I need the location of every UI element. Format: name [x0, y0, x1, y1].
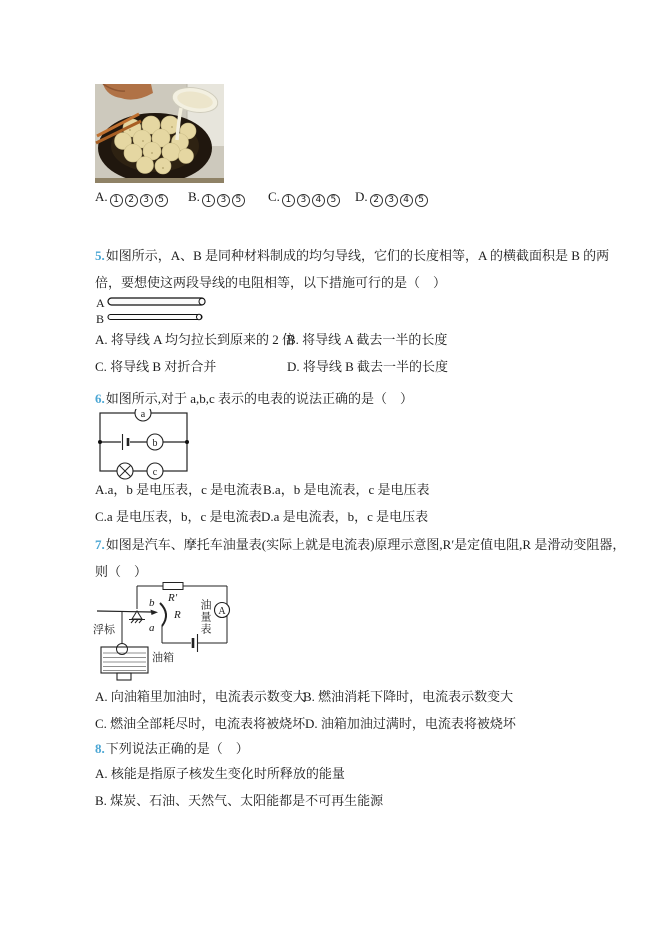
- q8-text-content: 下列说法正确的是（ ）: [105, 741, 249, 756]
- q7-text-line2: [95, 564, 147, 580]
- q6-number: 6.: [95, 391, 105, 406]
- q5-text-line2: [95, 275, 446, 291]
- circled-digit: 5: [155, 194, 168, 207]
- pivot-fulcrum: [129, 611, 145, 623]
- q8-option-b: [95, 793, 383, 809]
- q6-option-d-text: D.a 是电流表，b，c 是电压表: [261, 509, 429, 524]
- circuit-wires: [100, 413, 187, 471]
- circled-digit: 3: [385, 194, 398, 207]
- q4-option-d-label: D.: [355, 189, 368, 204]
- fixed-resistor-icon: [163, 583, 183, 590]
- q4-option-a: [95, 189, 169, 205]
- q4-option-d: [355, 189, 429, 205]
- q5-option-b-text: B. 将导线 A 截去一半的长度: [287, 332, 448, 347]
- q6-option-a: [95, 482, 262, 498]
- rheostat-arc: [160, 603, 166, 626]
- q7-line1-text: 如图是汽车、摩托车油量表(实际上就是电流表)原理示意图,R′是定值电阻,R 是滑动变阻器，: [105, 537, 626, 552]
- q5-wire-figure: [95, 294, 215, 328]
- q5-option-a-text: A. 将导线 A 均匀拉长到原来的 2 倍: [95, 332, 296, 347]
- ammeter-letter: A: [218, 606, 226, 617]
- q5-text-line1: [95, 248, 609, 264]
- q6-option-b: [263, 482, 429, 498]
- contact-b-label: b: [149, 597, 155, 609]
- float-label: 浮标: [93, 624, 115, 636]
- q6-option-a-text: A.a，b 是电压表，c 是电流表: [95, 482, 263, 497]
- battery-icon: [193, 634, 198, 652]
- tank-pedestal: [117, 673, 131, 680]
- meter-a-letter: a: [140, 409, 146, 420]
- circled-digit: 3: [297, 194, 310, 207]
- q5-option-c: [95, 359, 216, 375]
- circled-digit: 5: [327, 194, 340, 207]
- q8-option-b-text: B. 煤炭、石油、天然气、太阳能都是不可再生能源: [95, 793, 384, 808]
- circled-digit: 3: [217, 194, 230, 207]
- q7-option-c: [95, 716, 305, 732]
- contact-a-label: a: [149, 622, 155, 634]
- circled-digit: 1: [110, 194, 123, 207]
- lamp-icon: [117, 463, 133, 479]
- q6-option-c: [95, 509, 261, 525]
- q4-option-c-label: C.: [268, 189, 280, 204]
- q7-option-b: [303, 689, 513, 705]
- tank-label: 油箱: [152, 652, 174, 664]
- q6-option-d: [261, 509, 428, 525]
- junction-dot-right: [185, 440, 189, 444]
- q7-number: 7.: [95, 537, 105, 552]
- q5-option-d-text: D. 将导线 B 截去一半的长度: [287, 359, 449, 374]
- q7-option-a-text: A. 向油箱里加油时，电流表示数变大: [95, 689, 306, 704]
- q7-option-d-text: D. 油箱加油过满时，电流表将被烧坏: [305, 716, 516, 731]
- q6-text: [95, 391, 413, 407]
- circled-digit: 2: [370, 194, 383, 207]
- circled-digit: 4: [400, 194, 413, 207]
- q8-text: [95, 741, 249, 757]
- q5-number: 5.: [95, 248, 105, 263]
- gauge-circuit-wires: [137, 586, 227, 643]
- q4-option-b-label: B.: [188, 189, 200, 204]
- circled-digit: 2: [125, 194, 138, 207]
- q8-number: 8.: [95, 741, 105, 756]
- photo-bottom-strip: [95, 178, 224, 183]
- q6-option-b-text: B.a，b 是电流表，c 是电压表: [263, 482, 430, 497]
- q4-photo-cooking-pan: [95, 84, 224, 183]
- circled-digit: 5: [415, 194, 428, 207]
- circled-digit: 3: [140, 194, 153, 207]
- wire-b-end: [197, 314, 202, 319]
- q5-option-a: [95, 332, 295, 348]
- wire-a-end: [199, 298, 205, 305]
- q4-option-c: [268, 189, 341, 205]
- circled-digit: 1: [202, 194, 215, 207]
- q7-line2-text: 则（ ）: [95, 564, 148, 579]
- wire-a: [108, 298, 205, 305]
- q5-option-c-text: C. 将导线 B 对折合并: [95, 359, 217, 374]
- wire-a-label: A: [96, 296, 105, 310]
- wiper-arrow: [151, 610, 159, 615]
- q7-option-d: [305, 716, 516, 732]
- circled-digit: 5: [232, 194, 245, 207]
- fixed-resistor-label: R′: [168, 592, 178, 604]
- meter-b-letter: b: [152, 438, 158, 449]
- rheostat-label: R: [174, 609, 181, 621]
- q5-option-b: [287, 332, 447, 348]
- circled-digit: 4: [312, 194, 325, 207]
- q4-option-b: [188, 189, 246, 205]
- q7-fuel-gauge-figure: [90, 581, 235, 686]
- circled-digit: 1: [282, 194, 295, 207]
- q5-option-d: [287, 359, 448, 375]
- junction-dot-left: [98, 440, 102, 444]
- q6-text-content: 如图所示,对于 a,b,c 表示的电表的说法正确的是（ ）: [105, 391, 414, 406]
- fuel-meter-name: 油量表: [199, 599, 211, 635]
- q7-text-line1: [95, 537, 625, 553]
- q8-option-a-text: A. 核能是指原子核发生变化时所释放的能量: [95, 766, 345, 781]
- q7-option-b-text: B. 燃油消耗下降时，电流表示数变大: [303, 689, 514, 704]
- q8-option-a: [95, 766, 345, 782]
- meter-c-letter: c: [152, 467, 158, 478]
- q6-option-c-text: C.a 是电压表，b，c 是电流表: [95, 509, 262, 524]
- float-lever: [97, 611, 151, 612]
- q7-option-c-text: C. 燃油全部耗尽时，电流表将被烧坏: [95, 716, 306, 731]
- q4-option-a-label: A.: [95, 189, 108, 204]
- q7-option-a: [95, 689, 306, 705]
- fuel-liquid-lines: [103, 653, 146, 671]
- wire-b: [108, 315, 202, 320]
- q5-line1-text: 如图所示，A、B 是同种材料制成的均匀导线，它们的长度相等，A 的横截面积是 B 的两: [105, 248, 610, 263]
- q6-circuit-figure: [97, 409, 192, 481]
- q5-line2-text: 倍，要想使这两段导线的电阻相等，以下措施可行的是（ ）: [95, 275, 447, 290]
- wire-b-label: B: [96, 312, 105, 326]
